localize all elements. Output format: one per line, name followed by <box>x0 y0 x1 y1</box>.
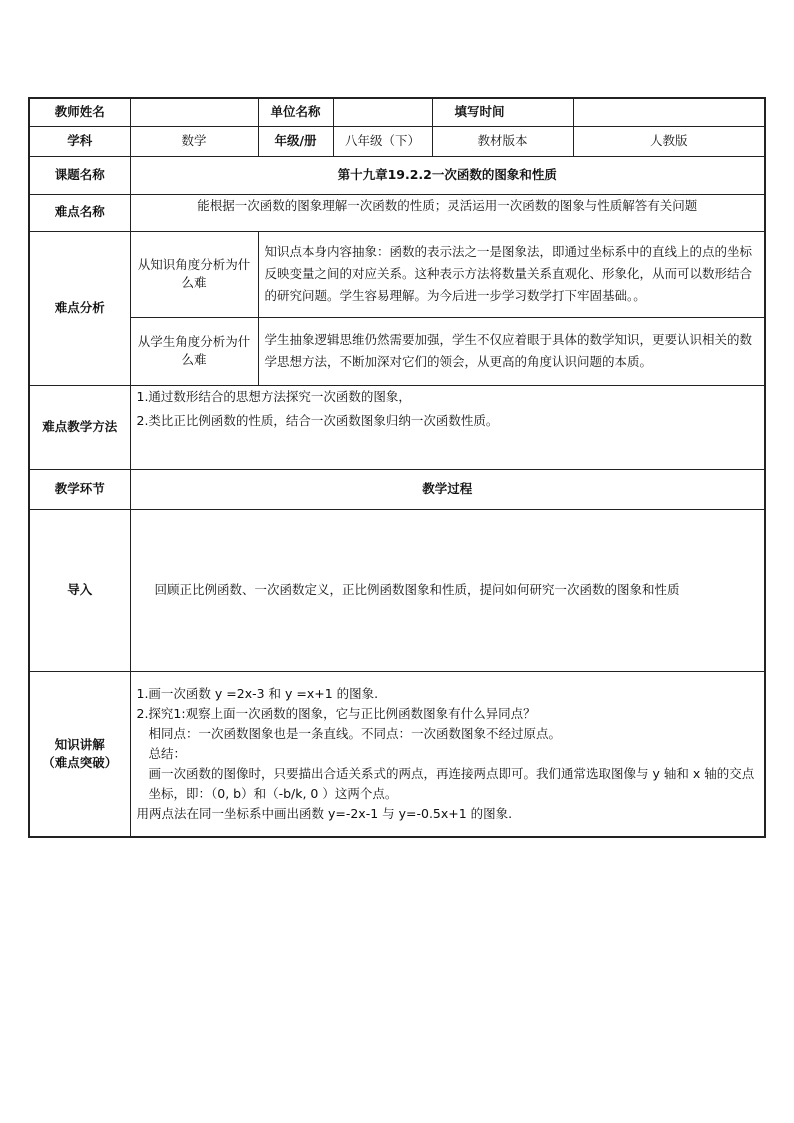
explain-line-4: 总结： <box>148 745 187 761</box>
textbook-label: 教材版本 <box>432 126 573 156</box>
grade-label: 年级/册 <box>258 126 333 156</box>
row-lesson-title <box>29 156 765 194</box>
explain-text <box>130 671 765 837</box>
textbook-value: 人教版 <box>573 126 765 156</box>
row-intro <box>29 509 765 671</box>
knowledge-angle-text: 知识点本身内容抽象：函数的表示法之一是图象法，即通过坐标系中的直线上的点的坐标反映变量之间的对应关系。这种表示方法将数量关系直观化、形象化，从而可以数形结合的研究问题。学生容易理解。为今后进一步学习数学打下牢固基础。。 <box>258 231 765 317</box>
intro-text: 回顾正比例函数、一次函数定义，正比例函数图象和性质，提问如何研究一次函数的图象和性质 <box>130 509 765 671</box>
row-teacher <box>29 98 765 126</box>
unit-name-value[interactable] <box>333 98 432 126</box>
teacher-name-label: 教师姓名 <box>29 98 130 126</box>
explain-line-1: 1.画一次函数 y =2x-3 和 y =x+1 的图象. <box>136 685 379 701</box>
teacher-name-value[interactable] <box>130 98 258 126</box>
row-analysis-knowledge <box>29 231 765 317</box>
student-angle-label: 从学生角度分析为什么难 <box>130 317 258 385</box>
student-angle-text: 学生抽象逻辑思维仍然需要加强，学生不仅应着眼于具体的数学知识，更要认识相关的数学思想方法，不断加深对它们的领会，从更高的角度认识问题的本质。 <box>258 317 765 385</box>
explain-label-line-1: 知识讲解 <box>54 736 105 752</box>
explain-line-2: 2.探究1:观察上面一次函数的图象，它与正比例函数图象有什么异同点？ <box>136 705 536 721</box>
intro-label: 导入 <box>29 509 130 671</box>
explain-line-3: 相同点：一次函数图象也是一条直线。不同点：一次函数图象不经过原点。 <box>148 725 562 741</box>
explain-line-6: 用两点法在同一坐标系中画出函数 y=-2x-1 与 y=-0.5x+1 的图象. <box>136 805 513 821</box>
method-label: 难点教学方法 <box>29 385 130 469</box>
grade-value: 八年级（下） <box>333 126 432 156</box>
row-subject <box>29 126 765 156</box>
analysis-label: 难点分析 <box>29 231 130 385</box>
lesson-title-value: 第十九章19.2.2一次函数的图象和性质 <box>130 156 765 194</box>
fill-date-label: 填写时间 <box>432 98 573 126</box>
method-line-2: 2.类比正比例函数的性质，结合一次函数图象归纳一次函数性质。 <box>136 412 499 428</box>
subject-label: 学科 <box>29 126 130 156</box>
row-analysis-student <box>29 317 765 385</box>
explain-label-line-2: （难点突破） <box>42 754 118 770</box>
stage-label: 教学环节 <box>29 469 130 509</box>
fill-date-value[interactable] <box>573 98 765 126</box>
lesson-plan-table <box>28 97 766 838</box>
process-label: 教学过程 <box>130 469 765 509</box>
lesson-title-label: 课题名称 <box>29 156 130 194</box>
explain-line-5: 画一次函数的图像时，只要描出合适关系式的两点，再连接两点即可。我们通常选取图像与 y 轴和 x 轴的交点坐标，即：（0, b）和（-b/k, 0 ）这两个点。 <box>148 765 755 801</box>
method-line-1: 1.通过数形结合的思想方法探究一次函数的图象， <box>136 388 411 404</box>
difficulty-label: 难点名称 <box>29 194 130 231</box>
explain-label <box>29 671 130 837</box>
knowledge-angle-label: 从知识角度分析为什么难 <box>130 231 258 317</box>
row-difficulty <box>29 194 765 231</box>
row-method <box>29 385 765 469</box>
difficulty-value: 能根据一次函数的图象理解一次函数的性质；灵活运用一次函数的图象与性质解答有关问题 <box>130 194 765 231</box>
row-process-header <box>29 469 765 509</box>
unit-name-label: 单位名称 <box>258 98 333 126</box>
row-explain <box>29 671 765 837</box>
subject-value: 数学 <box>130 126 258 156</box>
method-text <box>130 385 765 469</box>
